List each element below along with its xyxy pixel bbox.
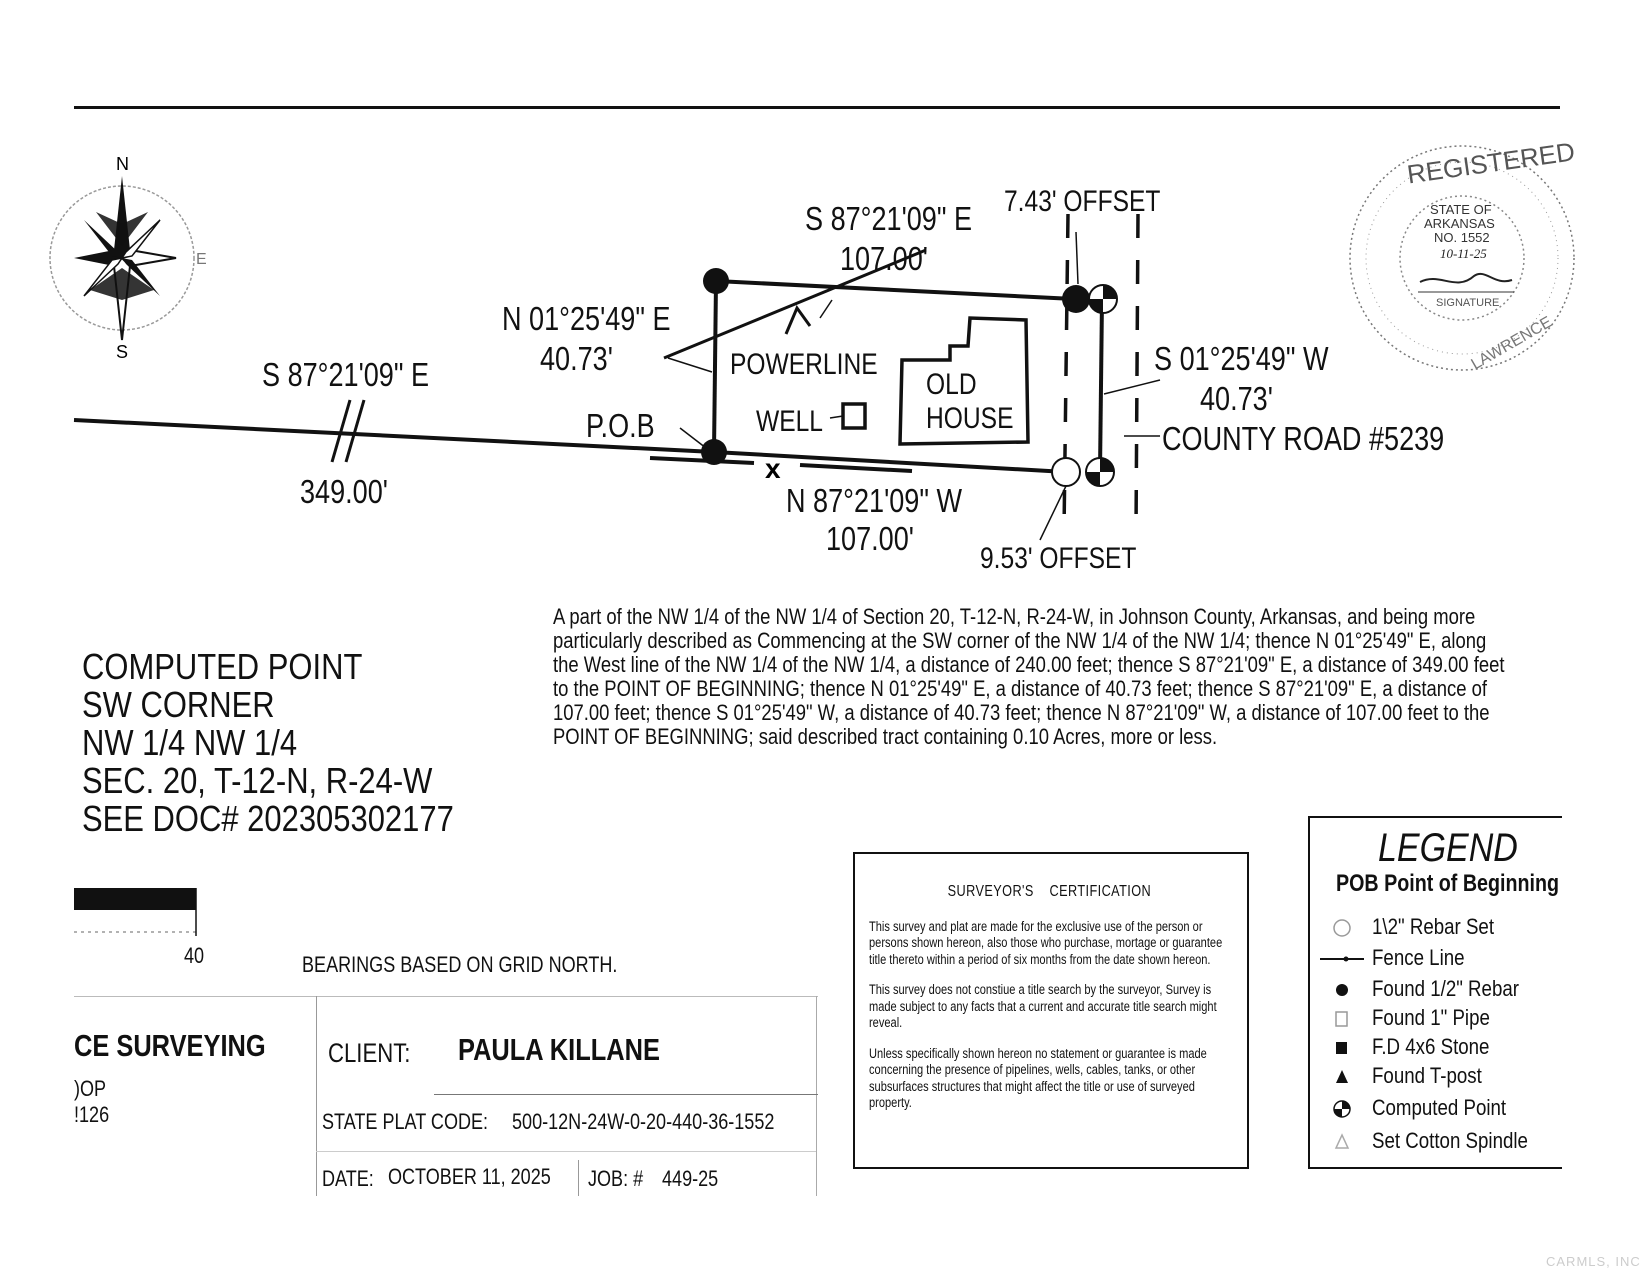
powerline-chevron-icon <box>786 308 810 334</box>
south-line-bearing-label: N 87°21'09" W <box>786 482 963 519</box>
computed-point-icon <box>1328 1097 1358 1121</box>
approach-bearing-label: S 87°21'09" E <box>262 356 430 393</box>
seal-state-line1: STATE OF <box>1430 202 1492 217</box>
powerline-label: POWERLINE <box>730 348 878 381</box>
legend-subtitle: POB Point of Beginning <box>1336 870 1560 897</box>
seal-number: NO. 1552 <box>1434 230 1490 245</box>
rebar-set-se-corner-icon <box>1052 458 1080 486</box>
company-line3: !126 <box>74 1102 110 1127</box>
certification-paragraph-1: This survey and plat are made for the exclusive use of the person or persons shown hereon, also those who purchase, mortage or guarantee title thereto within a period of six months from the date shown hereon. <box>869 918 1223 967</box>
date-value: OCTOBER 11, 2025 <box>388 1164 551 1189</box>
bearings-note: BEARINGS BASED ON GRID NORTH. <box>302 952 618 977</box>
job-divider <box>578 1160 579 1196</box>
computed-point-ne-icon <box>1089 285 1117 313</box>
seal-signature-label: SIGNATURE <box>1436 297 1500 309</box>
legend-item-label: Fence Line <box>1372 945 1465 970</box>
west-line-bearing-label: N 01°25'49" E <box>502 300 671 337</box>
road-dashed-line-east <box>1136 214 1138 532</box>
seal-ring-text: REGISTERED <box>1405 136 1577 190</box>
watermark: CARMLS, INC <box>1546 1254 1641 1269</box>
open-triangle-icon <box>1328 1130 1358 1154</box>
compass-south-label: S <box>116 342 129 362</box>
legend-item <box>1328 1095 1568 1123</box>
well-square-icon <box>843 404 865 428</box>
west-boundary-line <box>714 281 716 452</box>
surveyor-certification-box <box>853 852 1249 1169</box>
found-rebar-nw-corner-icon <box>703 268 729 294</box>
west-line-distance-label: 40.73' <box>540 340 613 377</box>
well-label: WELL <box>756 405 823 438</box>
title-block-top-rule <box>74 996 818 997</box>
legend-item <box>1328 1034 1568 1062</box>
plat-code-value: 500-12N-24W-0-20-440-36-1552 <box>512 1109 775 1134</box>
legend-item-label: Found 1" Pipe <box>1372 1005 1490 1030</box>
south-line-distance-label: 107.00' <box>826 520 914 557</box>
offset-bottom-label: 9.53' OFFSET <box>980 542 1137 575</box>
well-leader <box>830 416 843 418</box>
certification-title: SURVEYOR'S CERTIFICATION <box>947 883 1152 900</box>
computed-point-se-icon <box>1086 458 1114 486</box>
east-line-distance-label: 40.73' <box>1200 380 1273 417</box>
computed-point-line3: NW 1/4 NW 1/4 <box>82 722 298 763</box>
compass-north-label: N <box>116 154 129 174</box>
computed-point-line5: SEE DOC# 202305302177 <box>82 798 454 839</box>
client-row-rule <box>434 1094 818 1095</box>
computed-point-line1: COMPUTED POINT <box>82 646 363 687</box>
computed-point-line2: SW CORNER <box>82 684 275 725</box>
plat-code-row-rule <box>316 1151 816 1152</box>
certification-paragraph-2: This survey does not constiue a title search by the surveyor, Survey is made subject to any facts that a current and accurate title search might reveal. <box>869 982 1217 1030</box>
computed-point-note <box>82 648 454 838</box>
fence-line-segment <box>800 465 912 471</box>
legend-item-label: Found 1/2" Rebar <box>1372 976 1519 1001</box>
north-boundary-line <box>716 281 1074 299</box>
title-block-divider <box>316 996 317 1196</box>
north-arrow-compass-icon <box>50 176 194 340</box>
pob-leader <box>680 428 706 448</box>
job-value: 449-25 <box>662 1166 719 1191</box>
offset-top-label: 7.43' OFFSET <box>1004 185 1161 218</box>
north-line-bearing-label: S 87°21'09" E <box>805 200 973 237</box>
offset-bottom-leader <box>1040 486 1066 540</box>
fence-line-icon <box>1320 947 1364 971</box>
open-circle-icon <box>1328 916 1358 940</box>
legend-item-label: Found T-post <box>1372 1063 1482 1088</box>
filled-triangle-icon <box>1328 1065 1358 1089</box>
seal-state-line2: ARKANSAS <box>1424 216 1495 231</box>
legend-item <box>1328 1005 1568 1033</box>
plat-code-label: STATE PLAT CODE: <box>322 1109 489 1134</box>
found-rebar-ne-corner-icon <box>1062 285 1090 313</box>
legal-description: A part of the NW 1/4 of the NW 1/4 of Section 20, T-12-N, R-24-W, in Johnson County, Arkansas, and being more particularly described as Commencing at the SW corner of the NW 1/4 of the NW 1/4; thence N 01°25'49" E, along the West line of the NW 1/4 of the NW 1/4, a distance of 240.00 feet; thence S 87°21'09" E, a distance of 349.00 feet to the POINT OF BEGINNING; thence N 01°25'49" E, a distance of 40.73 feet; thence S 87°21'09" E, a distance of 107.00 feet; thence S 01°25'49" W, a distance of 40.73 feet; thence N 87°21'09" W, a distance of 107.00 feet to the POINT OF BEGINNING; said described tract containing 0.10 Acres, more or less. <box>553 604 1505 749</box>
job-label: JOB: # <box>588 1166 644 1191</box>
company-name: CE SURVEYING <box>74 1028 266 1063</box>
offset-top-leader <box>1076 232 1078 284</box>
legend-box <box>1308 816 1562 1169</box>
seal-date: 10-11-25 <box>1440 246 1487 261</box>
old-house-label-line1: OLD <box>926 368 977 401</box>
fence-x-mark: x <box>765 453 781 484</box>
fence-line-segment <box>650 458 754 463</box>
road-label: COUNTY ROAD #5239 <box>1162 420 1445 457</box>
legend-item <box>1328 976 1568 1004</box>
legend-item <box>1328 1128 1568 1156</box>
scale-bar-filled <box>74 888 196 910</box>
seal-ring-bottom: LAWRENCE <box>1468 313 1555 374</box>
east-boundary-line <box>1100 299 1102 472</box>
client-name: PAULA KILLANE <box>458 1032 660 1067</box>
west-line-leader <box>668 358 712 372</box>
found-rebar-pob-icon <box>701 439 727 465</box>
certification-paragraph-3: Unless specifically shown hereon no statement or guarantee is made concerning the presence of pipelines, wells, cables, tanks, or other subsurfaces structures that might affect the title or use of surveyed property. <box>869 1045 1207 1110</box>
east-line-bearing-label: S 01°25'49" W <box>1154 340 1329 377</box>
legend-item-label: F.D 4x6 Stone <box>1372 1034 1490 1059</box>
pob-label: P.O.B <box>586 407 655 444</box>
legend-item-label: Set Cotton Spindle <box>1372 1128 1528 1153</box>
client-label: CLIENT: <box>328 1038 411 1068</box>
approach-distance-label: 349.00' <box>300 473 388 510</box>
computed-point-line4: SEC. 20, T-12-N, R-24-W <box>82 760 433 801</box>
legend-title: LEGEND <box>1378 826 1518 870</box>
filled-square-icon <box>1328 1036 1358 1060</box>
date-label: DATE: <box>322 1166 374 1191</box>
scale-label: 40 <box>184 943 205 968</box>
open-square-icon <box>1328 1007 1358 1031</box>
company-line2: )OP <box>74 1076 107 1101</box>
legend-item-label: Computed Point <box>1372 1095 1507 1120</box>
legend-item <box>1328 914 1568 942</box>
title-block-right-rule <box>816 996 817 1196</box>
legend-item <box>1328 945 1568 973</box>
north-line-distance-label: 107.00' <box>840 240 928 277</box>
compass-east-label: E <box>196 251 207 268</box>
powerline-leader <box>820 300 832 318</box>
east-line-leader <box>1104 380 1160 394</box>
legend-item-label: 1\2" Rebar Set <box>1372 914 1495 939</box>
old-house-label-line2: HOUSE <box>926 402 1014 435</box>
legend-item <box>1328 1063 1568 1091</box>
filled-circle-icon <box>1328 978 1358 1002</box>
